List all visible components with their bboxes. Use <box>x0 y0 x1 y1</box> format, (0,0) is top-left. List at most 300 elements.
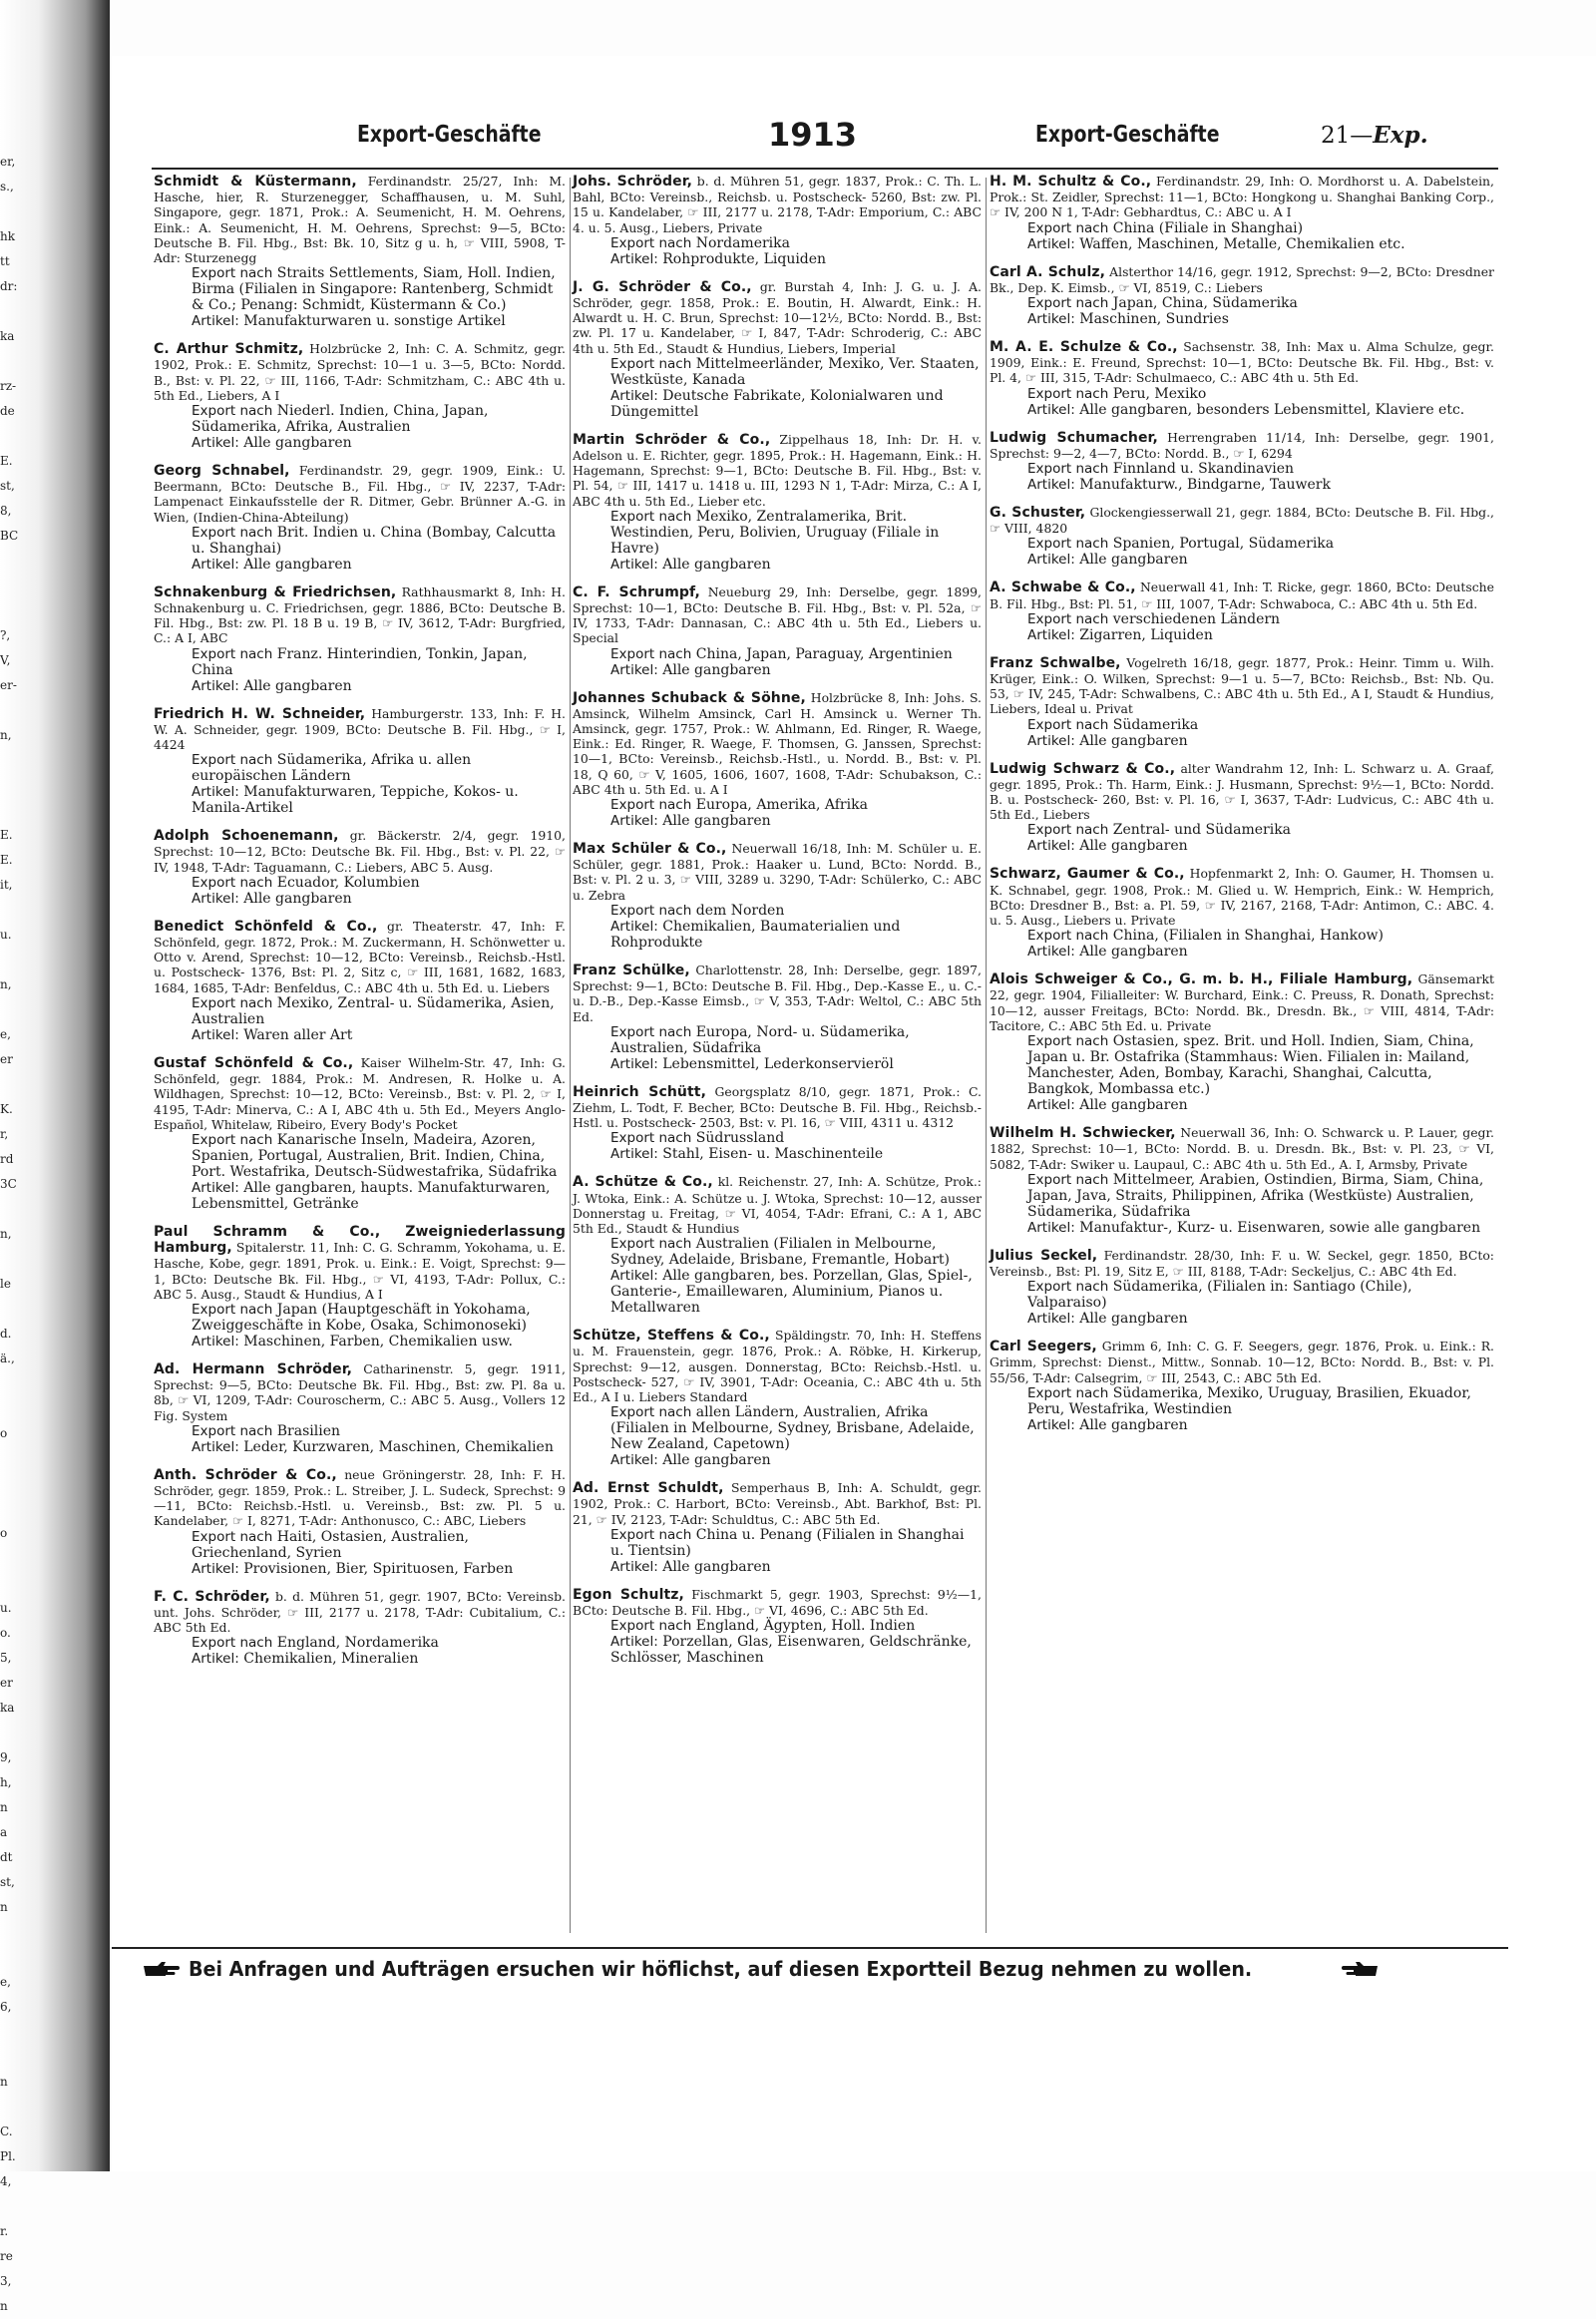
edge-fragment <box>0 1945 58 1970</box>
edge-fragment: n <box>0 1900 8 1914</box>
pointing-hand-right-icon <box>142 1960 182 1978</box>
articles-label: Artikel: <box>192 435 239 452</box>
articles-label: Artikel: <box>192 1651 239 1668</box>
edge-fragment <box>0 748 58 773</box>
edge-fragment <box>0 2020 58 2045</box>
articles-value: Provisionen, Bier, Spirituosen, Farben <box>243 1560 514 1577</box>
export-destinations <box>1027 717 1494 733</box>
firm-entry <box>573 174 982 267</box>
export-destinations <box>1027 386 1494 402</box>
export-value: Franz. Hinterindien, Tonkin, Japan, China <box>192 645 528 678</box>
export-destinations <box>192 1529 566 1561</box>
articles-label: Artikel: <box>1027 1219 1075 1236</box>
firm-name: Ad. Hermann Schröder, <box>154 1360 353 1377</box>
edge-fragment: n, <box>0 1227 12 1241</box>
firm-name: Ludwig Schumacher, <box>990 429 1158 446</box>
edge-fragment: n <box>0 2299 8 2313</box>
export-destinations <box>192 875 566 891</box>
footer-notice-text: Bei Anfragen und Aufträgen ersuchen wir höflichst, auf diesen Exportteil Bezug nehmen zu wollen. <box>189 1957 1253 1981</box>
export-destinations <box>610 646 982 662</box>
firm-name: Egon Schultz, <box>573 1586 684 1603</box>
firm-name: C. F. Schrumpf, <box>573 583 700 600</box>
export-value: Spanien, Portugal, Südamerika <box>1112 536 1335 553</box>
firm-name: Carl Seegers, <box>990 1339 1097 1355</box>
footer-rule <box>112 1947 1508 1949</box>
articles-label: Artikel: <box>1027 311 1075 328</box>
firm-description <box>154 1055 566 1132</box>
edge-fragment: E. <box>0 828 13 842</box>
export-value: England, Nordamerika <box>276 1635 439 1652</box>
edge-fragment <box>0 1471 58 1496</box>
export-value: China, Japan, Paraguay, Argentinien <box>695 645 953 662</box>
edge-fragment: o. <box>0 1626 11 1640</box>
firm-description <box>154 828 566 875</box>
firm-details: gr. Bäckerstr. 2/4, gegr. 1910, Sprechst: 10—12, BCto: Deutsche Bk. Fil. Hbg., Bst: v. Pl. 22, ☞ IV, 1948, T-Adr: Taguamann, C.: Liebers, ABC 5. Ausg. <box>154 828 566 875</box>
export-label: Export nach <box>192 874 273 891</box>
export-destinations <box>192 265 566 313</box>
firm-entry <box>990 866 1494 960</box>
firm-description <box>573 584 982 646</box>
article-line <box>1027 838 1494 854</box>
edge-fragment: 4, <box>0 2174 12 2188</box>
article-line <box>192 435 566 451</box>
firm-entry <box>154 341 566 451</box>
firm-entry <box>154 463 566 573</box>
edge-fragment <box>0 948 58 972</box>
export-label: Export nach <box>192 752 273 769</box>
firm-entry <box>573 1084 982 1163</box>
firm-description <box>990 761 1494 823</box>
firm-description <box>154 1361 566 1423</box>
export-value: China, (Filialen in Shanghai, Hankow) <box>1112 928 1384 945</box>
article-line <box>192 1561 566 1577</box>
articles-label: Artikel: <box>192 677 239 694</box>
firm-entry <box>154 584 566 694</box>
firm-entry <box>990 264 1494 327</box>
firm-name: Martin Schröder & Co., <box>573 431 771 448</box>
firm-details: Neueburg 29, Inh: Derselbe, gegr. 1899, Sprechst: 10—1, BCto: Deutsche B. Fil. Hbg., Bst: v. Pl. 52a, ☞ IV, 1733, T-Adr: Dannasan, C.: ABC 4th u. 5th Ed., Liebers u. Special <box>573 583 982 646</box>
firm-description <box>990 1339 1494 1385</box>
articles-label: Artikel: <box>610 387 658 404</box>
export-destinations <box>610 509 982 557</box>
articles-value: Alle gangbaren <box>1079 838 1188 855</box>
article-line <box>610 1056 982 1072</box>
edge-fragment: rd <box>0 1152 14 1166</box>
firm-name: A. Schwabe & Co., <box>990 580 1136 596</box>
articles-value: Alle gangbaren <box>243 435 352 452</box>
export-value: Brit. Indien u. China (Bombay, Calcutta u. Shanghai) <box>192 524 557 557</box>
firm-name: Schmidt & Küstermann, <box>154 174 357 190</box>
edge-fragment <box>0 299 58 324</box>
export-destinations <box>1027 461 1494 477</box>
articles-label: Artikel: <box>1027 552 1075 569</box>
firm-entry <box>573 690 982 829</box>
firm-entry <box>573 432 982 573</box>
firm-name: Julius Seckel, <box>990 1247 1098 1264</box>
articles-value: Leder, Kurzwaren, Maschinen, Chemikalien <box>243 1438 554 1455</box>
export-label: Export nach <box>1027 716 1109 733</box>
export-label: Export nach <box>1027 1171 1109 1188</box>
articles-label: Artikel: <box>1027 838 1075 855</box>
firm-details: Holzbrücke 2, Inh: C. A. Schmitz, gegr. 1902, Prok.: E. Schmitz, Sprechst: 10—1 u. 3—5, BCto: Nordd. B., Bst: v. Pl. 22, ☞ III, 1166, T-Adr: Schmitzham, C.: ABC 4th u. 5th Ed., Liebers, A I <box>154 341 566 403</box>
header-rule <box>152 168 1498 170</box>
firm-description <box>990 1125 1494 1172</box>
edge-fragment: e, <box>0 1975 11 1989</box>
running-title-right: Export-Geschäfte <box>1035 122 1220 148</box>
article-line <box>1027 1311 1494 1327</box>
edge-fragment: V, <box>0 653 11 667</box>
export-value: Südamerika <box>1112 716 1199 733</box>
firm-entry <box>154 1224 566 1350</box>
articles-value: Alle gangbaren <box>1079 1416 1188 1433</box>
firm-description <box>154 1467 566 1529</box>
articles-label: Artikel: <box>1027 1097 1075 1114</box>
firm-details: Fischmarkt 5, gegr. 1903, Sprechst: 9½—1, BCto: Deutsche B. Fil. Hbg., ☞ VI, 4696, C.: ABC 5th Ed. <box>573 1586 982 1618</box>
firm-name: Schnakenburg & Friedrichsen, <box>154 583 397 600</box>
export-destinations <box>1027 1172 1494 1220</box>
edge-fragment <box>0 698 58 723</box>
articles-label: Artikel: <box>610 661 658 678</box>
articles-value: Alle gangbaren <box>243 556 352 573</box>
edge-fragment: Pl. <box>0 2149 16 2163</box>
articles-label: Artikel: <box>1027 1311 1075 1328</box>
edge-fragment: 5, <box>0 1651 12 1665</box>
export-destinations <box>610 1236 982 1268</box>
firm-details: Holzbrücke 8, Inh: Johs. S. Amsinck, Wilhelm Amsinck, Carl H. Amsinck u. Werner Th. Amsinck, gegr. 1757, Prok.: W. Ahlmann, Ed. Ringer, R. Waege, Eink.: Ed. Ringer, R. Waege, F. Thomsen, G. Janssen, Sprechst: 10—1, BCto: Vereinsb., Reichsb.-Hstl., u. Nordd. B., Bst: v. Pl. 18, Q 60, ☞ V, 1605, 1606, 1607, 1608, T-Adr: Schubakson, C.: ABC 4th u. 5th Ed. u. A I <box>573 689 982 797</box>
firm-details: neue Gröningerstr. 28, Inh: F. H. Schröder, gegr. 1859, Prok.: L. Streiber, J. L. Sudeck, Sprechst: 9—11, BCto: Reichsb.-Hstl. u. Vereinsb., Bst: zw. Pl. 5 u. Kandelaber, ☞ I, 8271, T-Adr: Anthonusco, C.: ABC, Liebers <box>154 1466 566 1529</box>
export-value: Europa, Amerika, Afrika <box>695 797 868 814</box>
firm-name: Franz Schwalbe, <box>990 654 1121 671</box>
firm-details: Vogelreth 16/18, gegr. 1877, Prok.: Heinr. Timm u. Wilh. Krüger, Eink.: O. Wilken, Sprechst: 9—1 u. 5—7, BCto: Reichsb., Bst: Nb. Qu. 53, ☞ IV, 245, T-Adr: Schwalbens, C.: ABC 4th u. 5th Ed., A I, Staudt & Hundius, Liebers, Ideal u. Privat <box>990 654 1494 717</box>
export-value: Mexiko, Zentral- u. Südamerika, Asien, Australien <box>192 994 555 1027</box>
article-line <box>1027 552 1494 568</box>
export-value: Mexiko, Zentralamerika, Brit. Westindien, Peru, Bolivien, Uruguay (Filiale in Havre) <box>610 508 940 557</box>
export-destinations <box>1027 822 1494 838</box>
page-number-suffix: Exp. <box>1373 122 1428 149</box>
firm-entry <box>154 1467 566 1577</box>
page-number <box>1321 122 1428 149</box>
export-value: Finnland u. Skandinavien <box>1112 461 1295 478</box>
firm-entry <box>573 841 982 951</box>
article-line <box>192 1027 566 1043</box>
articles-value: Waffen, Maschinen, Metalle, Chemikalien etc. <box>1079 235 1405 252</box>
export-value: England, Ägypten, Holl. Indien <box>695 1618 916 1635</box>
firm-description <box>990 339 1494 386</box>
firm-entry <box>990 971 1494 1113</box>
firm-details: Semperhaus B, Inh: A. Schuldt, gegr. 1902, Prok.: C. Harbort, BCto: Vereinsb., Abt. Barkhof, Bst: Pl. 21, ☞ IV, 2123, T-Adr: Schuldtus, C.: ABC 5th Ed. <box>573 1480 982 1527</box>
firm-description <box>990 174 1494 220</box>
articles-label: Artikel: <box>1027 235 1075 252</box>
edge-fragment <box>0 424 58 449</box>
firm-description <box>573 174 982 235</box>
export-label: Export nach <box>610 355 692 372</box>
edge-fragment <box>0 2095 58 2120</box>
edge-fragment: o <box>0 1426 8 1440</box>
export-label: Export nach <box>192 994 273 1011</box>
firm-name: Carl A. Schulz, <box>990 263 1106 280</box>
edge-fragment <box>0 898 58 923</box>
articles-value: Alle gangbaren <box>1079 732 1188 749</box>
edge-fragment: r. <box>0 2224 9 2238</box>
export-value: Mittelmeer, Arabien, Ostindien, Birma, Siam, China, Japan, Java, Straits, Philippinen, Afrika (Westküste) Australien, Südamerika, Südafrika <box>1027 1171 1484 1220</box>
article-line <box>192 1334 566 1350</box>
export-label: Export nach <box>192 1528 273 1545</box>
export-destinations <box>1027 1385 1494 1417</box>
articles-value: Manufakturwaren, Teppiche, Kokos- u. Manila-Artikel <box>192 784 519 817</box>
firm-entry <box>990 655 1494 749</box>
export-label: Export nach <box>1027 928 1109 945</box>
firm-entry <box>990 339 1494 418</box>
articles-label: Artikel: <box>610 1268 658 1285</box>
firm-description <box>573 1174 982 1236</box>
articles-label: Artikel: <box>610 1452 658 1469</box>
article-line <box>192 891 566 907</box>
article-line <box>1027 311 1494 327</box>
firm-details: Catharinenstr. 5, gegr. 1911, Sprechst: 9—5, BCto: Deutsche Bk. Fil. Hbg., Bst: zw. Pl. 8a u. 8b, ☞ VI, 1209, T-Adr: Couroscherm, C.: ABC 5. Ausg., Vollers 12 Fig. System <box>154 1360 566 1423</box>
edge-fragment: er- <box>0 678 17 692</box>
export-value: Ostasien, spez. Brit. und Holl. Indien, Siam, China, Japan u. Br. Ostafrika (Stammhaus: Wien. Filialen in: Mailand, Manchester, Aden, Bombay, Karachi, Shanghai, Calcutta, Bangkok, Mombassa etc.) <box>1027 1033 1474 1098</box>
edge-fragment <box>0 1396 58 1421</box>
export-value: Kanarische Inseln, Madeira, Azoren, Spanien, Portugal, Australien, Brit. Indien, China, Port. Westafrika, Deutsch-Südwestafrika, Südafrika <box>192 1131 558 1180</box>
export-label: Export nach <box>610 902 692 919</box>
export-label: Export nach <box>1027 1279 1109 1296</box>
export-destinations <box>1027 1033 1494 1097</box>
articles-label: Artikel: <box>610 918 658 935</box>
firm-description <box>990 866 1494 928</box>
firm-entry <box>573 1174 982 1316</box>
edge-fragment: 9, <box>0 1750 12 1764</box>
export-label: Export nach <box>192 1301 273 1318</box>
firm-description <box>573 963 982 1024</box>
edge-fragment <box>0 1446 58 1471</box>
footer-notice <box>142 1956 1498 1982</box>
firm-name: Gustaf Schönfeld & Co., <box>154 1054 354 1071</box>
firm-description <box>990 655 1494 717</box>
export-label: Export nach <box>192 265 273 282</box>
articles-label: Artikel: <box>610 250 658 267</box>
column-divider <box>570 178 571 1933</box>
articles-value: Alle gangbaren <box>243 677 352 694</box>
export-label: Export nach <box>1027 461 1109 478</box>
firm-name: C. Arthur Schmitz, <box>154 341 304 358</box>
edge-fragment: n <box>0 1800 8 1814</box>
article-line <box>610 919 982 951</box>
edge-fragment: 3, <box>0 2274 12 2288</box>
firm-entry <box>990 1339 1494 1433</box>
edge-fragment <box>0 2194 58 2219</box>
export-value: Nordamerika <box>695 234 790 251</box>
articles-label: Artikel: <box>610 813 658 830</box>
articles-label: Artikel: <box>192 1026 239 1043</box>
edge-fragment: K. <box>0 1102 13 1116</box>
articles-value: Alle gangbaren <box>662 1452 771 1469</box>
edge-fragment: it, <box>0 878 13 892</box>
article-line <box>610 388 982 420</box>
export-value: dem Norden <box>695 902 785 919</box>
article-line <box>610 557 982 573</box>
firm-description <box>990 580 1494 610</box>
edge-fragment: er, <box>0 155 16 169</box>
edge-fragment: o <box>0 1526 8 1540</box>
articles-label: Artikel: <box>192 1179 239 1196</box>
firm-name: Alois Schweiger & Co., G. m. b. H., Filiale Hamburg, <box>990 971 1413 988</box>
articles-value: Manufakturw., Bindgarne, Tauwerk <box>1079 477 1331 494</box>
firm-description <box>154 463 566 525</box>
firm-name: Johs. Schröder, <box>573 174 693 190</box>
articles-value: Alle gangbaren <box>662 556 771 573</box>
export-label: Export nach <box>192 1422 273 1439</box>
firm-name: Adolph Schoenemann, <box>154 828 339 845</box>
edge-fragment <box>0 773 58 798</box>
article-line <box>192 784 566 816</box>
export-label: Export nach <box>1027 219 1109 236</box>
firm-entry <box>573 1480 982 1575</box>
listing-column-2 <box>573 174 982 1939</box>
firm-name: F. C. Schröder, <box>154 1588 270 1605</box>
article-line <box>192 1651 566 1667</box>
previous-page-edge <box>0 150 58 2313</box>
export-destinations <box>610 356 982 388</box>
firm-description <box>990 264 1494 295</box>
export-value: China (Filiale in Shanghai) <box>1112 219 1304 236</box>
articles-label: Artikel: <box>192 890 239 907</box>
articles-label: Artikel: <box>192 1438 239 1455</box>
edge-fragment: er <box>0 1676 13 1690</box>
edge-fragment: st, <box>0 1875 15 1889</box>
article-line <box>1027 236 1494 252</box>
article-line <box>1027 477 1494 493</box>
articles-label: Artikel: <box>610 1558 658 1575</box>
firm-description <box>990 505 1494 536</box>
export-label: Export nach <box>1027 1384 1109 1401</box>
export-label: Export nach <box>610 1023 692 1040</box>
firm-details: Grimm 6, Inh: C. G. F. Seegers, gegr. 1876, Prok. u. Eink.: R. Grimm, Sprechst: Dienst., Mittw., Sonnab. 10—12, BCto: Nordd. B., Bst: v. Pl. 55/56, T-Adr: Calsegrim, ☞ III, 2543, C.: ABC 5th Ed. <box>990 1339 1494 1385</box>
firm-entry <box>990 580 1494 642</box>
edge-fragment: E. <box>0 454 13 468</box>
firm-name: H. M. Schultz & Co., <box>990 174 1152 190</box>
edge-fragment: E. <box>0 853 13 867</box>
article-line <box>192 1439 566 1455</box>
article-line <box>1027 944 1494 960</box>
edge-fragment: 6, <box>0 2000 12 2014</box>
firm-details: Herrengraben 11/14, Inh: Derselbe, gegr. 1901, Sprechst: 9—2, 4—7, BCto: Nordd. B., ☞ I, 6294 <box>990 429 1494 461</box>
export-destinations <box>610 903 982 919</box>
firm-details: Späldingstr. 70, Inh: H. Steffens u. M. Frauenstein, gegr. 1876, Prok.: A. Röbke, H. Kirkerup, Sprechst: 9—12, ausgen. Donnerstag, BCto: Reichsb.-Hstl. u. Postscheck- 527, ☞ IV, 3901, T-Adr: Oceania, C.: ABC 4th u. 5th Ed., A I u. Liebers Standard <box>573 1328 982 1404</box>
article-line <box>1027 627 1494 643</box>
edge-fragment <box>0 349 58 374</box>
firm-name: Friedrich H. W. Schneider, <box>154 705 366 722</box>
export-value: Japan (Hauptgeschäft in Yokohama, Zweiggeschäfte in Kobe, Osaka, Schimonoseki) <box>192 1301 531 1334</box>
firm-entry <box>154 919 566 1043</box>
firm-entry <box>990 174 1494 252</box>
listing-column-1 <box>154 174 566 1939</box>
export-value: Brasilien <box>276 1422 340 1439</box>
export-value: China u. Penang (Filialen in Shanghai u. Tientsin) <box>610 1526 965 1559</box>
export-value: Japan, China, Südamerika <box>1112 295 1298 312</box>
article-line <box>1027 1097 1494 1113</box>
export-label: Export nach <box>1027 610 1109 627</box>
edge-fragment: 8, <box>0 504 12 518</box>
directory-page <box>112 56 1596 2171</box>
article-line <box>192 557 566 573</box>
article-line <box>1027 1220 1494 1236</box>
export-destinations <box>192 1635 566 1651</box>
firm-entry <box>154 1055 566 1212</box>
articles-value: Alle gangbaren <box>243 890 352 907</box>
edge-fragment: s., <box>0 180 14 193</box>
export-destinations <box>610 1024 982 1056</box>
firm-details: Zippelhaus 18, Inh: Dr. H. v. Adelson u. E. Richter, gegr. 1895, Prok.: H. Hagemann, Eink.: H. Hagemann, Sprechst: 9—1, BCto: Deutsche B. Fil. Hbg., Bst: v. Pl. 54, ☞ III, 1417 u. 1418 u. III, 1293 N 1, T-Adr: Mirza, C.: A I, ABC 4th u. 5th Ed., Lieber etc. <box>573 431 982 509</box>
edge-fragment <box>0 598 58 623</box>
firm-details: Ferdinandstr. 25/27, Inh: M. Hasche, hier, R. Sturzenegger, Schaffhausen, u. M. Suhl, Singapore, gegr. 1871, Prok.: A. Seumenicht, H. M. Oehrens, Eink.: A. Seumenicht, H. M. Oehrens, Sprechst: 9—5, BCto: Deutsche B. Fil. Hbg., Bst: Bk. 10, Sitz g u. h, ☞ VIII, 5908, T-Adr: Sturzenegg <box>154 174 566 266</box>
edge-fragment: u. <box>0 1601 12 1615</box>
export-destinations <box>1027 611 1494 627</box>
firm-details: Ferdinandstr. 28/30, Inh: F. u. W. Seckel, gegr. 1850, BCto: Vereinsb., Bst: Pl. 19, Sitz E, ☞ III, 8188, T-Adr: Seckeljus, C.: ABC 4th Ed. <box>990 1247 1494 1279</box>
articles-label: Artikel: <box>1027 944 1075 961</box>
article-line <box>610 1559 982 1575</box>
export-value: Europa, Nord- u. Südamerika, Australien, Südafrika <box>610 1023 910 1056</box>
edge-fragment: er <box>0 1052 13 1066</box>
article-line <box>610 813 982 829</box>
firm-name: G. Schuster, <box>990 505 1086 522</box>
edge-fragment <box>0 199 58 224</box>
edge-fragment: le <box>0 1277 11 1291</box>
firm-details: gr. Burstah 4, Inh: J. G. u. J. A. Schröder, gegr. 1858, Prok.: E. Boutin, H. Alwardt, Eink.: H. Alwardt u. H. C. Brun, Sprechst: 10—12½, BCto: Nordd. B., Bst: zw. Pl. 17 u. Kandelaber, ☞ I, 847, T-Adr: Schroderig, C.: ABC 4th u. 5th Ed., Staudt & Hundius, Liebers, Imperial <box>573 278 982 356</box>
firm-description <box>990 1248 1494 1279</box>
firm-description <box>154 1224 566 1302</box>
export-label: Export nach <box>192 645 273 662</box>
firm-entry <box>154 174 566 329</box>
export-label: Export nach <box>610 1130 692 1147</box>
page-header <box>148 116 1504 162</box>
articles-label: Artikel: <box>610 1055 658 1072</box>
firm-entry <box>154 1361 566 1455</box>
export-label: Export nach <box>610 234 692 251</box>
firm-description <box>154 1589 566 1636</box>
export-label: Export nach <box>610 1404 692 1421</box>
firm-details: Ferdinandstr. 29, Inh: O. Mordhorst u. A. Dabelstein, Prok.: St. Zeidler, Sprechst: 11—1, BCto: Hongkong u. Shanghai Banking Corp., ☞ IV, 200 N 1, T-Adr: Gebhardtus, C.: ABC u. A I <box>990 174 1494 220</box>
edge-fragment: a <box>0 1825 8 1839</box>
edge-fragment: st, <box>0 479 15 493</box>
articles-value: Maschinen, Sundries <box>1079 311 1229 328</box>
edge-fragment <box>0 1920 58 1945</box>
page-year: 1913 <box>768 116 858 154</box>
edge-fragment: h, <box>0 1775 12 1789</box>
article-line <box>610 251 982 267</box>
edge-fragment: C. <box>0 2125 13 2138</box>
articles-value: Alle gangbaren, bes. Porzellan, Glas, Spiel-, Ganterie-, Emaillewaren, Aluminium, Pianos u. Metallwaren <box>610 1268 973 1317</box>
edge-fragment <box>0 1721 58 1745</box>
firm-description <box>154 706 566 753</box>
edge-fragment: BC <box>0 529 19 543</box>
firm-description <box>990 430 1494 461</box>
firm-name: Paul Schramm & Co., Zweigniederlassung Hamburg, <box>154 1223 566 1257</box>
export-label: Export nach <box>192 524 273 541</box>
export-value: Niederl. Indien, China, Japan, Südamerika, Afrika, Australien <box>192 403 489 436</box>
edge-fragment <box>0 574 58 598</box>
firm-details: gr. Theaterstr. 47, Inh: F. Schönfeld, gegr. 1872, Prok.: M. Zuckermann, H. Schönwetter u. Otto v. Arend, Sprechst: 10—12, BCto: Vereinsb., Reichsb.-Hstl. u. Postscheck- 1376, Bst: Pl. 2, Sitz c, ☞ III, 1681, 1682, 1683, 1684, 1685, T-Adr: Benfeldus, C.: ABC 4th u. 5th Ed. u. Liebers <box>154 918 566 995</box>
article-line <box>610 1146 982 1162</box>
export-destinations <box>1027 1279 1494 1311</box>
firm-entry <box>573 963 982 1072</box>
firm-entry <box>154 706 566 817</box>
export-destinations <box>192 752 566 784</box>
edge-fragment: hk <box>0 229 15 243</box>
firm-details: Neuerwall 41, Inh: T. Ricke, gegr. 1860, BCto: Deutsche B. Fil. Hbg., Bst: Pl. 51, ☞ III, 1007, T-Adr: Schwaboca, C.: ABC 4th u. 5th Ed. <box>990 580 1494 611</box>
articles-value: Zigarren, Liquiden <box>1079 626 1213 643</box>
articles-value: Rohprodukte, Liquiden <box>662 250 827 267</box>
export-label: Export nach <box>610 508 692 525</box>
